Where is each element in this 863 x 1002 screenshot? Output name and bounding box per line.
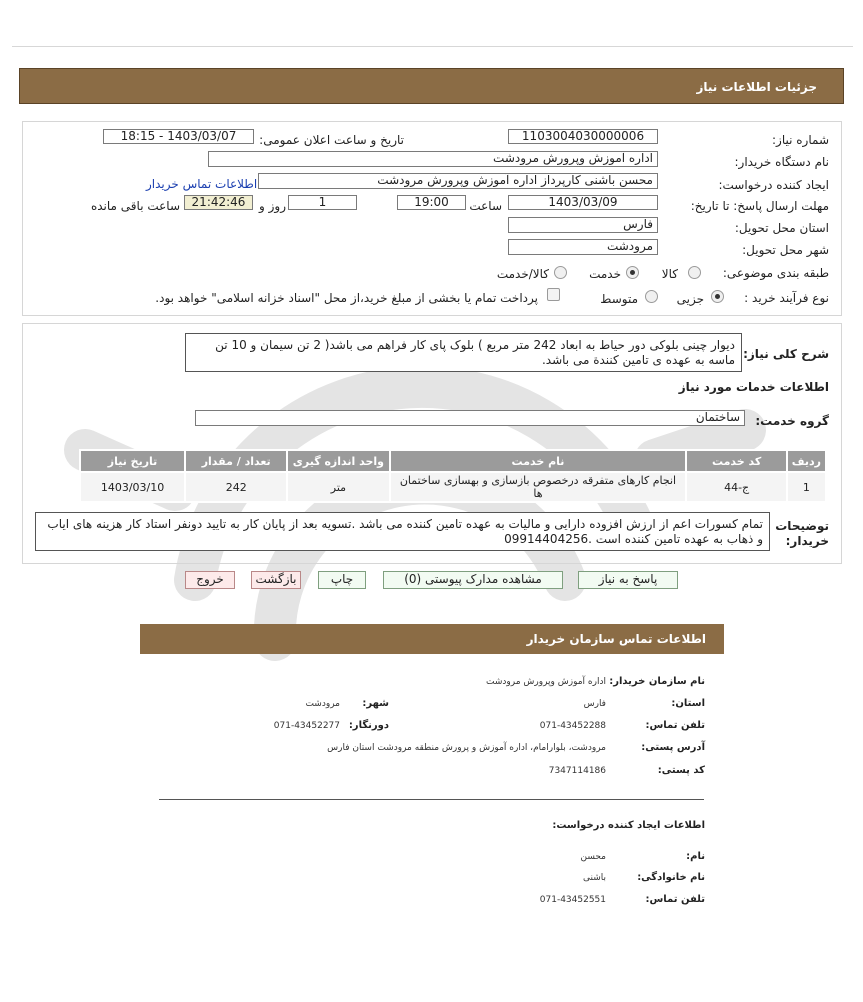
print-button[interactable]: چاپ: [318, 571, 366, 589]
col-need-date: تاریخ نیاز: [80, 450, 185, 472]
process-radio-minor[interactable]: [711, 290, 724, 303]
last-name-value: باشنی: [582, 873, 606, 883]
col-service-name: نام خدمت: [390, 450, 687, 472]
province-field: فارس: [508, 217, 658, 233]
description-label: شرح کلی نیاز:: [743, 347, 829, 361]
city-label: شهر محل تحویل:: [742, 243, 829, 257]
exit-button[interactable]: خروج: [185, 571, 235, 589]
category-radio-goods[interactable]: [688, 266, 701, 279]
org-name-label: نام سازمان خریدار:: [609, 676, 705, 687]
time-label: ساعت: [469, 199, 502, 213]
postal-label: کد پستی:: [657, 765, 705, 776]
remaining-time-field: 21:42:46: [184, 195, 253, 210]
deadline-time-field: 19:00: [397, 195, 466, 210]
treasury-payment-checkbox[interactable]: [547, 288, 560, 301]
cell-service-name: انجام کارهای متفرقه درخصوص بازسازی و بهسازی ساختمان ها: [390, 472, 687, 502]
cell-need-date: 1403/03/10: [80, 472, 185, 502]
address-label: آدرس پستی:: [641, 742, 705, 753]
deadline-label: مهلت ارسال پاسخ: تا تاریخ:: [690, 199, 829, 213]
back-button[interactable]: بازگشت: [251, 571, 301, 589]
description-box: دیوار چینی بلوکی دور حیاط به ابعاد 242 متر مربع ) بلوک پای کار فراهم می باشد( 2 تن سیمان و 10 تن ماسه به عهده ی تامین کنندة می باشد.: [185, 333, 742, 372]
page-header: [19, 68, 844, 104]
last-name-label: نام خانوادگی:: [637, 872, 705, 883]
col-quantity: تعداد / مقدار: [185, 450, 287, 472]
contact-city-value: مرودشت: [305, 699, 340, 709]
category-option-service: خدمت: [589, 267, 621, 281]
cell-row-number: 1: [787, 472, 826, 502]
payment-note: پرداخت تمام یا بخشی از مبلغ خرید،از محل "اسناد خزانه اسلامی" خواهد بود.: [155, 291, 538, 305]
buyer-notes-label: توضیحات خریدار:: [775, 519, 829, 548]
announce-label: تاریخ و ساعت اعلان عمومی:: [259, 133, 404, 147]
process-option-minor: جزیی: [676, 292, 704, 306]
buyer-contact-link[interactable]: اطلاعات تماس خریدار: [146, 177, 258, 191]
reply-button[interactable]: پاسخ به نیاز: [578, 571, 678, 589]
category-radio-service[interactable]: [626, 266, 639, 279]
creator-field: محسن باشنی کارپرداز اداره آموزش وپرورش مرودشت: [258, 173, 658, 189]
services-table: [79, 449, 827, 503]
category-radio-goods-service[interactable]: [554, 266, 567, 279]
contact-header: [140, 624, 724, 654]
address-value: مرودشت، بلوارامام، اداره آموزش و پرورش منطقه مرودشت استان فارس: [327, 743, 606, 753]
contact-title: اطلاعات تماس سازمان خریدار: [526, 632, 706, 646]
service-group-label: گروه خدمت:: [755, 414, 829, 428]
org-name-value: اداره آموزش وپرورش مرودشت: [486, 677, 606, 687]
province-label: استان محل تحویل:: [734, 221, 829, 235]
category-option-goods-service: کالا/خدمت: [496, 267, 549, 281]
process-label: نوع فرآیند خرید :: [744, 291, 829, 305]
announce-field: 1403/03/07 - 18:15: [103, 129, 254, 144]
days-field: 1: [288, 195, 357, 210]
table-header-row: [80, 450, 826, 472]
need-number-label: شماره نیاز:: [772, 133, 829, 147]
deadline-date-field: 1403/03/09: [508, 195, 658, 210]
creator-phone-value: 071-43452551: [539, 895, 606, 905]
creator-info-title: اطلاعات ایجاد کننده درخواست:: [552, 820, 705, 831]
creator-phone-label: تلفن تماس:: [645, 894, 705, 905]
contact-province-label: استان:: [671, 698, 705, 709]
contact-divider: [159, 799, 704, 800]
table-row: [80, 472, 826, 502]
remaining-label: ساعت باقی مانده: [90, 199, 180, 213]
phone-label: تلفن تماس:: [645, 720, 705, 731]
contact-city-label: شهر:: [362, 698, 389, 709]
days-label: روز و: [259, 199, 286, 213]
cell-unit: متر: [287, 472, 389, 502]
category-label: طبقه بندی موضوعی:: [722, 266, 829, 280]
process-radio-medium[interactable]: [645, 290, 658, 303]
buyer-notes-box: تمام کسورات اعم از ارزش افزوده دارایی و مالیات به عهده تامین کننده می باشد .تسویه بعد از پایان کار به تایید دونفر استاد کار هزینه های ایاب و ذهاب به عهده تامین کننده است .09914404256: [35, 512, 770, 551]
phone-value: 071-43452288: [539, 721, 606, 731]
first-name-label: نام:: [686, 851, 705, 862]
creator-label: ایجاد کننده درخواست:: [718, 178, 829, 192]
need-number-field: 1103004030000006: [508, 129, 658, 144]
cell-service-code: ج-44: [686, 472, 786, 502]
services-title: اطلاعات خدمات مورد نیاز: [678, 380, 829, 394]
col-unit: واحد اندازه گیری: [287, 450, 389, 472]
fax-value: 071-43452277: [273, 721, 340, 731]
top-divider: [12, 46, 853, 47]
city-field: مرودشت: [508, 239, 658, 255]
contact-province-value: فارس: [583, 699, 606, 709]
buyer-org-label: نام دستگاه خریدار:: [734, 155, 829, 169]
col-service-code: کد خدمت: [686, 450, 786, 472]
category-option-goods: کالا: [661, 267, 678, 281]
col-row-number: ردیف: [787, 450, 826, 472]
page-title: جزئیات اطلاعات نیاز: [696, 80, 817, 94]
fax-label: دورنگار:: [348, 720, 389, 731]
first-name-value: محسن: [580, 852, 606, 862]
service-group-field: ساختمان: [195, 410, 745, 426]
postal-value: 7347114186: [548, 766, 606, 776]
buyer-org-field: اداره آموزش وپرورش مرودشت: [208, 151, 658, 167]
attachments-button[interactable]: مشاهده مدارک پیوستی (0): [383, 571, 563, 589]
process-option-medium: متوسط: [600, 292, 638, 306]
cell-quantity: 242: [185, 472, 287, 502]
